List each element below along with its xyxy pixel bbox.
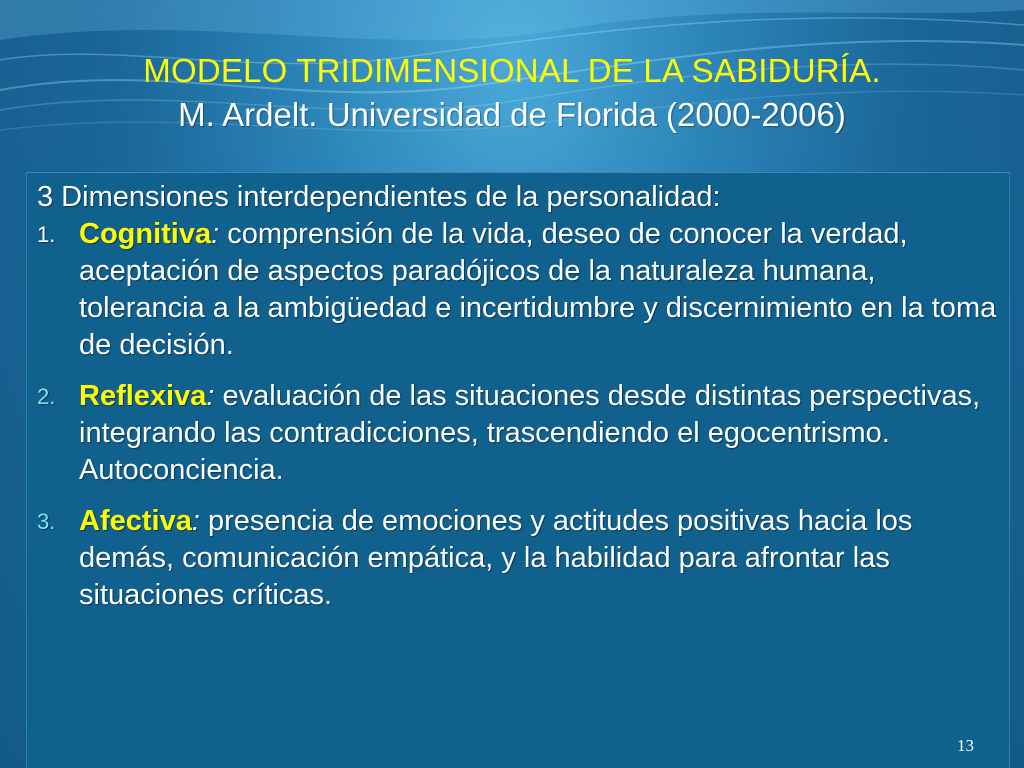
slide-title: [0, 50, 1024, 136]
item-keyword: Cognitiva: [79, 218, 212, 250]
item-colon: :: [191, 505, 200, 537]
list-item: [37, 216, 1007, 364]
title-subtitle: M. Ardelt. Universidad de Florida (2000-2006): [178, 96, 846, 133]
item-text: comprensión de la vida, deseo de conocer la verdad, aceptación de aspectos paradójicos de la naturaleza humana, tolerancia a la ambigüedad e incertidumbre y discernimiento en la toma de decisión.: [79, 218, 997, 361]
item-text: presencia de emociones y actitudes positivas hacia los demás, comunicación empática, y la habilidad para afrontar las situaciones críticas.: [79, 505, 913, 611]
item-number: 2.: [37, 384, 56, 409]
item-keyword: Afectiva: [79, 505, 192, 537]
item-colon: :: [206, 380, 215, 412]
title-main: MODELO TRIDIMENSIONAL DE LA SABIDURÍA.: [143, 52, 881, 89]
list-item: [37, 378, 1007, 489]
page-number: 13: [957, 736, 974, 755]
intro-text: 3 Dimensiones interdependientes de la personalidad:: [37, 181, 721, 213]
content-body: [37, 179, 1007, 614]
item-colon: :: [211, 218, 220, 250]
item-number: 3.: [37, 509, 56, 534]
item-number: 1.: [37, 222, 56, 247]
list-item: [37, 503, 1007, 614]
item-text: evaluación de las situaciones desde distintas perspectivas, integrando las contradicciones, trascendiendo el egocentrismo. Autoconciencia.: [79, 380, 981, 486]
item-keyword: Reflexiva: [79, 380, 207, 412]
